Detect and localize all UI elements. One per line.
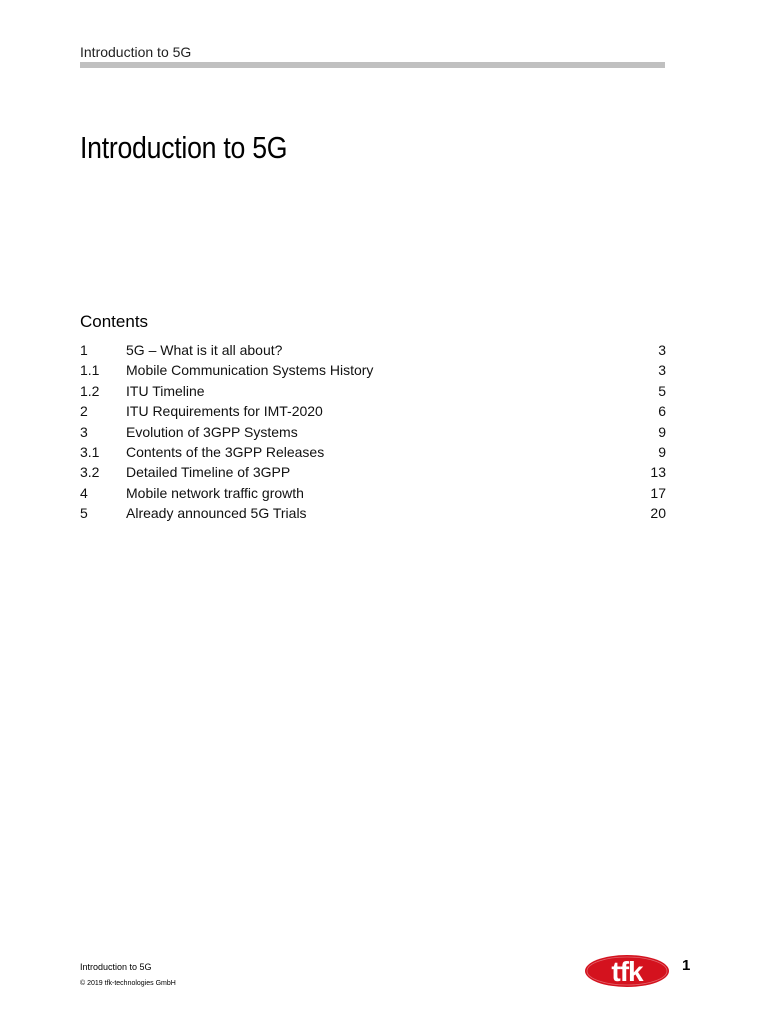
toc-entry-page: 6	[658, 403, 666, 420]
toc-entry-number: 2	[80, 403, 88, 420]
toc-entry-number: 1.2	[80, 382, 100, 399]
toc-entry-number: 4	[80, 484, 88, 501]
toc-entry[interactable]	[80, 442, 666, 462]
toc-entry[interactable]	[80, 462, 666, 482]
toc-entry-number: 3.1	[80, 443, 100, 460]
tfk-logo-icon	[584, 954, 670, 988]
toc-entry[interactable]	[80, 483, 666, 503]
toc-entry-number: 1	[80, 342, 88, 358]
running-header: Introduction to 5G	[80, 44, 192, 60]
toc-entry[interactable]	[80, 401, 666, 421]
toc-entry-number: 3.2	[80, 464, 100, 481]
toc-entry-page: 5	[658, 382, 666, 399]
toc-entry-number: 1.1	[80, 362, 100, 379]
toc-entry-title: ITU Timeline	[126, 382, 205, 399]
toc-entry-page: 3	[658, 362, 666, 379]
svg-text:tfk: tfk	[611, 956, 643, 987]
toc-entry-title: Mobile network traffic growth	[126, 484, 304, 501]
table-of-contents	[80, 340, 666, 524]
toc-entry-title: Detailed Timeline of 3GPP	[126, 464, 291, 481]
toc-entry[interactable]	[80, 340, 666, 360]
toc-entry[interactable]	[80, 503, 666, 523]
toc-entry-page: 17	[650, 484, 666, 501]
document-title: Introduction to 5G	[80, 130, 288, 165]
toc-entry-title: Already announced 5G Trials	[126, 505, 307, 522]
page-number: 1	[682, 957, 691, 974]
header-divider	[80, 62, 665, 68]
toc-entry[interactable]	[80, 381, 666, 401]
footer-title: Introduction to 5G	[80, 962, 152, 972]
toc-entry-page: 13	[650, 464, 666, 481]
toc-entry-number: 3	[80, 423, 88, 440]
toc-entry-number: 5	[80, 505, 88, 522]
toc-entry-title: Evolution of 3GPP Systems	[126, 423, 298, 440]
toc-entry-title: 5G – What is it all about?	[126, 342, 283, 358]
toc-entry-page: 20	[650, 505, 666, 522]
toc-heading: Contents	[80, 312, 149, 331]
toc-entry-title: Contents of the 3GPP Releases	[126, 443, 325, 460]
toc-entry-title: ITU Requirements for IMT-2020	[126, 403, 323, 420]
footer-copyright: © 2019 tfk-technologies GmbH	[80, 980, 176, 987]
toc-entry-page: 9	[658, 443, 666, 460]
toc-entry[interactable]	[80, 360, 666, 380]
toc-entry[interactable]	[80, 422, 666, 442]
toc-entry-page: 3	[658, 342, 666, 358]
toc-entry-title: Mobile Communication Systems History	[126, 362, 374, 379]
toc-entry-page: 9	[658, 423, 666, 440]
